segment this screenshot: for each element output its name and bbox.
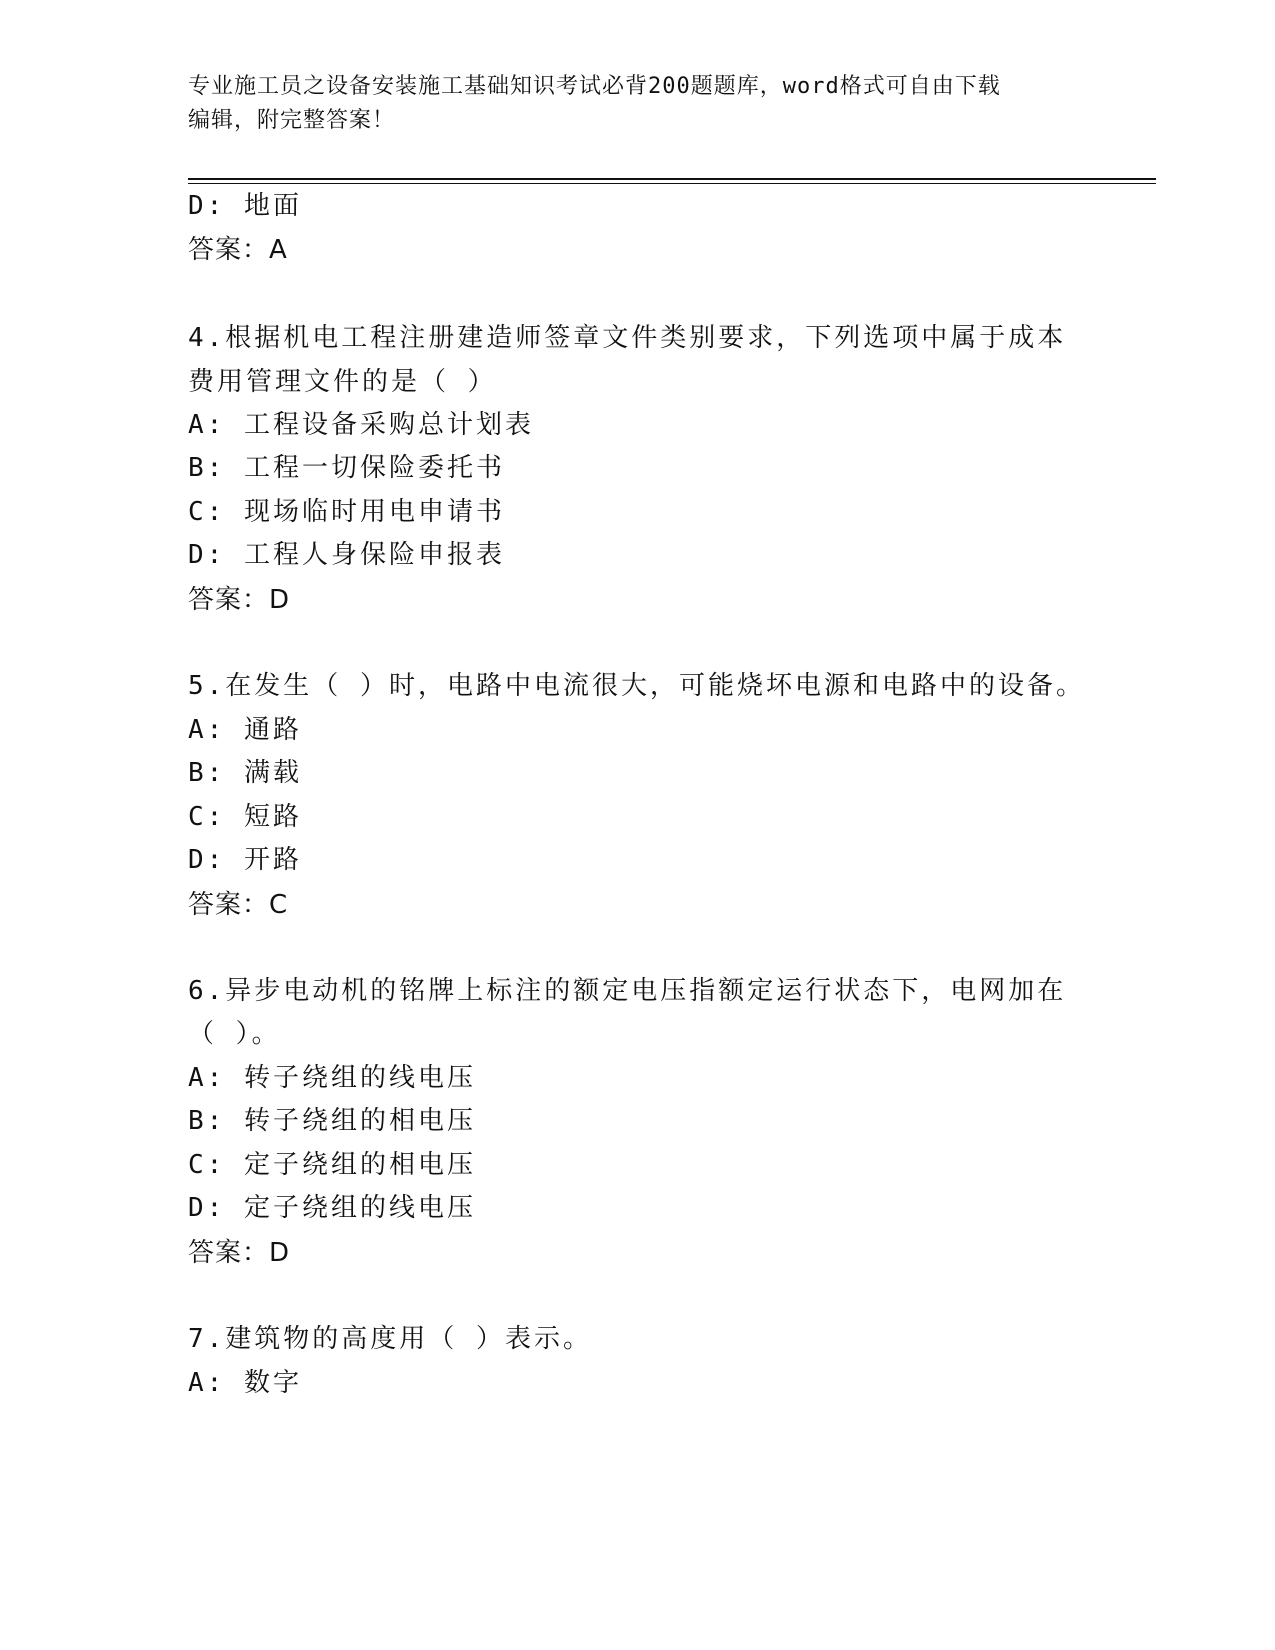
option-d: D: 定子绕组的线电压 [188, 1193, 476, 1223]
header-divider [188, 178, 1156, 180]
question-5-text: 5.在发生（ ）时，电路中电流很大，可能烧坏电源和电路中的设备。 [188, 671, 1085, 701]
option-d: D: 工程人身保险申报表 [188, 540, 505, 570]
option-c: C: 短路 [188, 802, 302, 832]
option-c: C: 定子绕组的相电压 [188, 1150, 476, 1180]
question-6-text-cont: （ ）。 [188, 1019, 281, 1049]
option-d: D: 地面 [188, 191, 302, 221]
question-6-text: 6.异步电动机的铭牌上标注的额定电压指额定运行状态下，电网加在 [188, 976, 1067, 1006]
option-b: B: 工程一切保险委托书 [188, 453, 505, 483]
question-7-text: 7.建筑物的高度用（ ）表示。 [188, 1324, 592, 1354]
option-d: D: 开路 [188, 845, 302, 875]
answer-line: 答案：D [188, 1238, 291, 1268]
question-4-text: 4.根据机电工程注册建造师签章文件类别要求，下列选项中属于成本 [188, 323, 1067, 353]
option-a: A: 转子绕组的线电压 [188, 1063, 476, 1093]
answer-line: 答案：D [188, 585, 291, 615]
option-c: C: 现场临时用电申请书 [188, 497, 505, 527]
document-header [188, 70, 1088, 138]
header-title-line-2: 编辑，附完整答案！ [188, 108, 396, 133]
header-title-line-1: 专业施工员之设备安装施工基础知识考试必背200题题库，word格式可自由下载 [188, 74, 1001, 99]
option-a: A: 通路 [188, 715, 302, 745]
option-a: A: 工程设备采购总计划表 [188, 410, 534, 440]
option-a: A: 数字 [188, 1368, 302, 1398]
answer-line: 答案：A [188, 235, 288, 265]
header-divider-thin [188, 183, 1156, 184]
question-4-text-cont: 费用管理文件的是（ ） [188, 367, 497, 397]
option-b: B: 转子绕组的相电压 [188, 1106, 476, 1136]
answer-line: 答案：C [188, 890, 289, 920]
option-b: B: 满载 [188, 758, 302, 788]
